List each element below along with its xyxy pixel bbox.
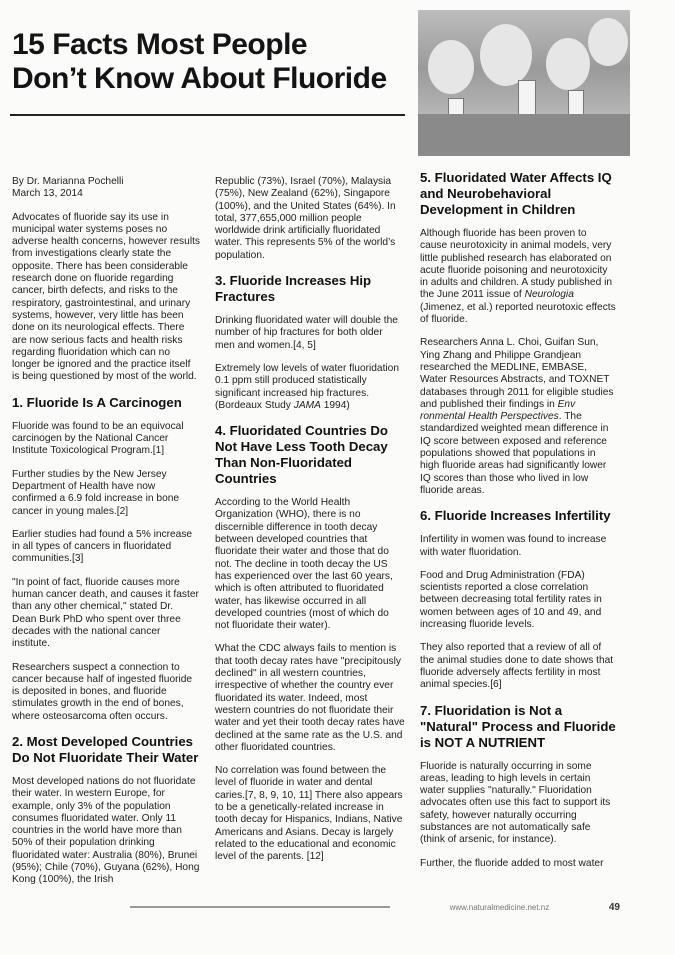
section-4-para: No correlation was found between the level of fluoride in water and dental caries.[7, 8, 9, 10, 11] There also appears to be a genetically-related increase in tooth decay for Hispanics, Indians, Native Americans and Asians. Decay is largely related to the educational and economic level of the parents. [12] (215, 765, 403, 863)
section-4-heading: 4. Fluoridated Countries Do Not Have Less Tooth Decay Than Non-Fluoridated Countries (215, 423, 388, 487)
section-1-quote: "In point of fact, fluoride causes more human cancer death, and causes it faster than any other chemical," stated Dr. Dean Burk PhD who spent over three decades with the national cancer institute. (12, 576, 199, 650)
page-number: 49 (608, 901, 620, 913)
footer-masthead-rule (130, 906, 390, 908)
article-title-line2: Don’t Know About Fluoride (12, 62, 387, 95)
section-3-heading: 3. Fluoride Increases Hip Fractures (215, 273, 372, 305)
section-5-heading: 5. Fluoridated Water Affects IQ and Neurobehavioral Development in Children (420, 170, 612, 217)
section-2-heading: 2. Most Developed Countries Do Not Fluoridate Their Water (12, 733, 199, 765)
author-byline: By Dr. Marianna Pochelli (12, 176, 124, 187)
section-3-para: Drinking fluoridated water will double the number of hip fractures for both older men and women.[4, 5] (215, 315, 398, 351)
section-1-para: Earlier studies had found a 5% increase in all types of cancers in fluoridated communities.[3] (12, 528, 193, 565)
section-6-para: They also reported that a review of all of the animal studies done to date shows that fluoride adversely affects fertility in most animal species.[6] (420, 642, 614, 691)
section-6-para: Infertility in women was found to increase with water fluoridation. (420, 534, 607, 558)
section-7-heading: 7. Fluoridation is Not a "Natural" Process and Fluoride is NOT A NUTRIENT (420, 702, 616, 750)
section-4-para: According to the World Health Organization (WHO), there is no discernible difference in tooth decay between developed countries that fluoridate their water and those that do not. The decline in tooth decay the US has experienced over the last 60 years, which is often attributed to fluoridated water, has likewise occurred in all developed countries (most of which do not fluoridate their water). (215, 497, 393, 632)
section-7-para: Fluoride is naturally occurring in some areas, leading to high levels in certain water supplies "naturally." Fluoridation advocates often use this fact to support its safety, however naturally occurring substances are not automatically safe (think of arsenic, for instance). (420, 760, 611, 846)
section-5-para: Although fluoride has been proven to cause neurotoxicity in animal models, very little published research has elaborated on acute fluoride poisoning and neurotoxicity in adults and children. A study published in the June 2011 issue of Neurologia (Jimenez, et al.) reported neurotoxic effects of fluoride. (420, 228, 616, 326)
article-title (12, 28, 402, 96)
column-3 (420, 168, 616, 881)
section-6-para: Food and Drug Administration (FDA) scientists reported a close correlation between decreasing total fertility rates in women between ages of 10 and 49, and increasing fluoride levels. (420, 569, 602, 631)
page-footer (130, 900, 620, 914)
section-2-para: Most developed nations do not fluoridate their water. In western Europe, for example, only 3% of the population consumes fluoridated water. Only 11 countries in the world have more than 50% of their population drinking fluoridated water: Australia (80%), Brunei (95%); Chile (70%), Guyana (62%), Hong Kong (100%), the Irish (12, 775, 200, 886)
column-1 (12, 176, 200, 898)
title-rule (10, 114, 405, 116)
intro-paragraph: Advocates of fluoride say its use in municipal water systems poses no adverse health concerns, however results from investigations clearly state the opposite. There has been considerable research done on fluoride regarding cancer, birth defects, and risks to the respiratory, gastrointestinal, and urinary systems, however, very little has been done on its neurological effects. There are now serious facts and health risks regarding fluoridation which can no longer be ignored and the practice itself is being questioned by most of the world. (12, 211, 201, 383)
column-2 (215, 176, 405, 874)
section-5-para: Researchers Anna L. Choi, Guifan Sun, Ying Zhang and Philippe Grandjean researched the MEDLINE, EMBASE, Water Resources Abstracts, and TOXNET databases through 2011 for eligible studies and published their findings in Env ronmental Health Perspectives. The standardized weighted mean difference in IQ score between exposed and reference populations showed that populations in high fluoride areas had significantly lower IQ scores than those who lived in low fluoride areas. (420, 337, 614, 496)
children-drinking-water-photo (418, 10, 630, 156)
section-1-para: Further studies by the New Jersey Department of Health have now confirmed a 6.9 fold increase in bone cancer in young males.[2] (12, 468, 180, 517)
section-3-para: Extremely low levels of water fluoridation 0.1 ppm still produced statistically significant increased hip fractures. (Bordeaux Study JAMA 1994) (215, 362, 400, 411)
section-1-para: Researchers suspect a connection to cancer because half of ingested fluoride is deposited in bones, and fluoride stimulates growth in the end of bones, where osteosarcoma often occurs. (12, 661, 193, 722)
section-1-heading: 1. Fluoride Is A Carcinogen (12, 394, 182, 410)
section-4-para: What the CDC always fails to mention is that tooth decay rates have "precipitously declined" in all western countries, irrespective of whether the country ever fluoridated its water. Indeed, most western countries do not fluoridate their water and yet their tooth decay rates have declined at the same rate as the U.S. and other fluoridated countries. (215, 643, 405, 753)
article-title-line1: 15 Facts Most People (12, 28, 308, 61)
section-7-para: Further, the fluoride added to most water (420, 857, 604, 869)
footer-site: www.naturalmedicine.net.nz (449, 902, 550, 912)
section-1-para: Fluoride was found to be an equivocal carcinogen by the National Cancer Institute Toxicological Program.[1] (12, 420, 184, 457)
section-2-para-continued: Republic (73%), Israel (70%), Malaysia (75%), New Zealand (62%), Singapore (100%), and the United States (64%). In total, 377,655,000 million people worldwide drink artificially fluoridated water. This represents 5% of the world’s population. (215, 176, 396, 261)
article-date: March 13, 2014 (12, 188, 83, 200)
section-6-heading: 6. Fluoride Increases Infertility (420, 508, 611, 524)
